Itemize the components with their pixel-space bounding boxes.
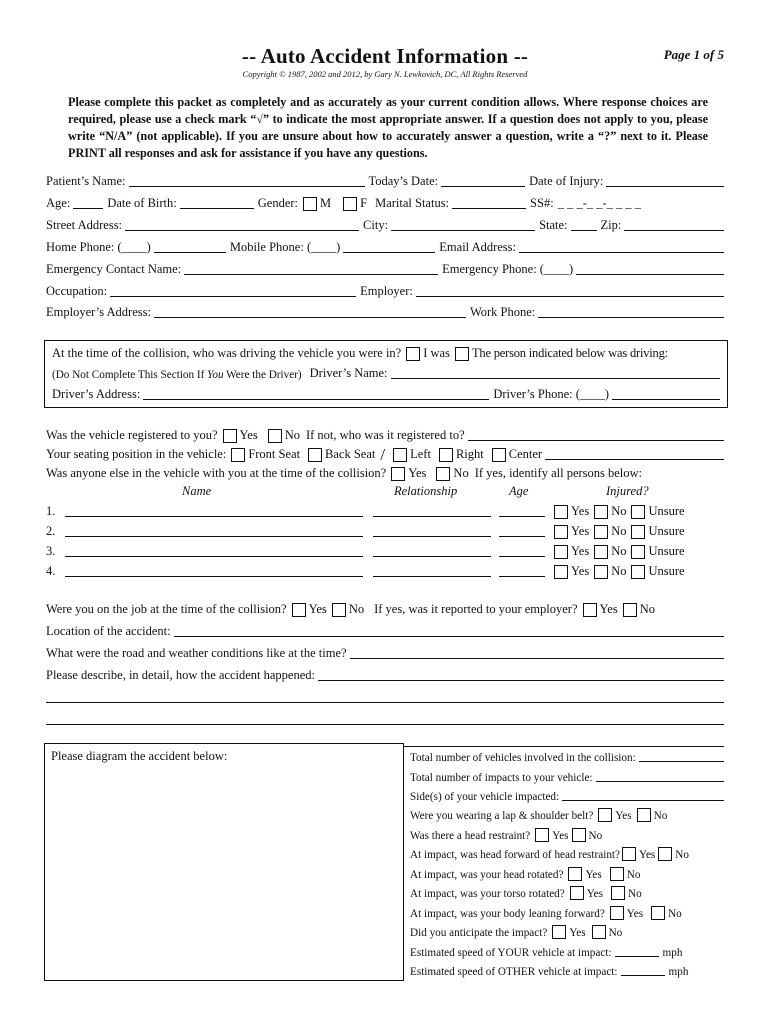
copyright-line: Copyright © 1987, 2002 and 2012, by Gary N. Lewkovich, DC, All Rights Reserved bbox=[242, 69, 528, 79]
row-employer-address bbox=[46, 304, 728, 320]
reported-no-checkbox[interactable] bbox=[623, 603, 637, 617]
gender-label: Gender: bbox=[257, 196, 299, 210]
injured-no-checkbox[interactable] bbox=[594, 505, 608, 519]
row-head-rotated bbox=[410, 865, 728, 881]
person-row-number: 1. bbox=[46, 504, 56, 518]
speed-other-unit: mph bbox=[668, 966, 689, 978]
registered-to-field[interactable] bbox=[468, 428, 724, 441]
person-relationship-field[interactable] bbox=[373, 544, 491, 557]
injured-unsure-checkbox[interactable] bbox=[631, 565, 645, 579]
speed-yours-label: Estimated speed of YOUR vehicle at impact: bbox=[410, 947, 612, 959]
injured-yes-label: Yes bbox=[571, 524, 590, 538]
anyone-no-checkbox[interactable] bbox=[436, 467, 450, 481]
person-row bbox=[46, 543, 728, 559]
injured-unsure-label: Unsure bbox=[648, 504, 685, 518]
head-forward-question: At impact, was head forward of head restraint? bbox=[410, 849, 620, 861]
anyone-yes-label: Yes bbox=[408, 466, 427, 480]
row-anticipate bbox=[410, 923, 728, 939]
back-seat-label: Back Seat bbox=[325, 447, 376, 461]
row-body-leaning bbox=[410, 904, 728, 920]
employer-address-field[interactable] bbox=[154, 305, 466, 318]
gender-m-label: M bbox=[320, 196, 332, 210]
injured-unsure-label: Unsure bbox=[648, 564, 685, 578]
right-checkbox[interactable] bbox=[439, 448, 453, 462]
mobile-phone-label: Mobile Phone: (____) bbox=[229, 240, 341, 254]
instructions: Please complete this packet as completely and as accurately as your current condition allows. Where response choices are required, please use a check mark “√” to indicate the most appropriate answer. If a question does not apply to you, please write “N/A” (not applicable). If you are unsure about how to accurately answer a question, write a “?” next to it. Please PRINT all responses and ask for assistance if you have any questions. bbox=[68, 95, 708, 160]
total-impacts-field[interactable] bbox=[596, 769, 724, 782]
dob-field[interactable] bbox=[180, 196, 254, 209]
injured-no-checkbox[interactable] bbox=[594, 545, 608, 559]
speed-yours-field[interactable] bbox=[615, 944, 659, 957]
i-was-driving-checkbox[interactable] bbox=[406, 347, 420, 361]
lap-belt-no-label: No bbox=[653, 810, 668, 822]
gender-m-checkbox[interactable] bbox=[303, 197, 317, 211]
person-name-field[interactable] bbox=[65, 564, 363, 577]
ssn-field[interactable]: _ _ _-_ _-_ _ _ _ bbox=[557, 196, 642, 210]
injured-unsure-checkbox[interactable] bbox=[631, 525, 645, 539]
conditions-label: What were the road and weather conditions like at the time? bbox=[46, 646, 347, 660]
injured-no-label: No bbox=[611, 564, 627, 578]
identify-persons-label: If yes, identify all persons below: bbox=[474, 466, 643, 480]
zip-label: Zip: bbox=[600, 218, 622, 232]
head-restraint-question: Was there a head restraint? bbox=[410, 830, 531, 842]
occupation-field[interactable] bbox=[110, 284, 356, 297]
describe-field[interactable] bbox=[318, 668, 724, 681]
speed-yours-unit: mph bbox=[662, 947, 683, 959]
seating-line bbox=[545, 447, 724, 460]
person-relationship-field[interactable] bbox=[373, 564, 491, 577]
total-vehicles-field[interactable] bbox=[639, 749, 724, 762]
injured-yes-checkbox[interactable] bbox=[554, 525, 568, 539]
injured-no-checkbox[interactable] bbox=[594, 525, 608, 539]
person-age-field[interactable] bbox=[499, 544, 545, 557]
body-leaning-no-label: No bbox=[668, 908, 682, 920]
location-field[interactable] bbox=[174, 624, 724, 637]
diagram-box[interactable] bbox=[44, 743, 404, 981]
emergency-name-label: Emergency Contact Name: bbox=[46, 262, 182, 276]
head-forward-no-checkbox[interactable] bbox=[658, 847, 672, 861]
form-title: -- Auto Accident Information -- bbox=[241, 44, 529, 68]
other-driving-checkbox[interactable] bbox=[455, 347, 469, 361]
driver-note: (Do Not Complete This Section If You Were the Driver) bbox=[52, 369, 302, 381]
torso-rotated-yes-checkbox[interactable] bbox=[570, 886, 584, 900]
injured-no-label: No bbox=[611, 504, 627, 518]
work-phone-field[interactable] bbox=[538, 305, 724, 318]
drivers-address-label: Driver’s Address: bbox=[52, 387, 141, 401]
head-restraint-no-label: No bbox=[588, 830, 603, 842]
front-seat-label: Front Seat bbox=[248, 447, 301, 461]
home-phone-label: Home Phone: (____) bbox=[46, 240, 151, 254]
left-checkbox[interactable] bbox=[393, 448, 407, 462]
row-address bbox=[46, 217, 728, 233]
speed-other-field[interactable] bbox=[621, 963, 665, 976]
row-seating bbox=[46, 446, 728, 462]
person-row bbox=[46, 503, 728, 519]
body-leaning-no-checkbox[interactable] bbox=[651, 906, 665, 920]
head-forward-no-label: No bbox=[675, 849, 689, 861]
city-field[interactable] bbox=[391, 218, 535, 231]
row-torso-rotated bbox=[410, 884, 728, 900]
patient-name-label: Patient’s Name: bbox=[46, 174, 126, 188]
drivers-name-field[interactable] bbox=[391, 366, 720, 379]
on-job-question: Were you on the job at the time of the collision? bbox=[46, 602, 287, 616]
person-name-field[interactable] bbox=[65, 544, 363, 557]
age-field[interactable] bbox=[73, 196, 103, 209]
injured-yes-checkbox[interactable] bbox=[554, 505, 568, 519]
registered-yes-checkbox[interactable] bbox=[223, 429, 237, 443]
row-total-vehicles bbox=[410, 748, 728, 764]
injured-no-checkbox[interactable] bbox=[594, 565, 608, 579]
head-rotated-no-checkbox[interactable] bbox=[610, 867, 624, 881]
employer-label: Employer: bbox=[360, 284, 413, 298]
injured-no-label: No bbox=[611, 524, 627, 538]
person-row-number: 2. bbox=[46, 524, 56, 538]
torso-rotated-no-label: No bbox=[628, 888, 642, 900]
conditions-field[interactable] bbox=[350, 646, 724, 659]
head-restraint-no-checkbox[interactable] bbox=[572, 828, 586, 842]
sides-label: Side(s) of your vehicle impacted: bbox=[410, 791, 560, 803]
injured-unsure-label: Unsure bbox=[648, 524, 685, 538]
row-emergency bbox=[46, 261, 728, 277]
col-header-injured: Injured? bbox=[606, 484, 649, 498]
todays-date-label: Today’s Date: bbox=[368, 174, 439, 188]
patient-name-field[interactable] bbox=[129, 174, 365, 187]
anticipate-yes-checkbox[interactable] bbox=[552, 925, 566, 939]
state-field[interactable] bbox=[571, 218, 597, 231]
describe-line-2[interactable] bbox=[46, 690, 724, 703]
total-vehicles-label: Total number of vehicles involved in the collision: bbox=[410, 752, 636, 764]
row-location bbox=[46, 623, 728, 639]
injured-no-label: No bbox=[611, 544, 627, 558]
lap-belt-question: Were you wearing a lap & shoulder belt? bbox=[410, 810, 594, 822]
person-age-field[interactable] bbox=[499, 524, 545, 537]
row-head-restraint bbox=[410, 826, 728, 842]
describe-label: Please describe, in detail, how the accident happened: bbox=[46, 668, 315, 682]
anyone-no-label: No bbox=[453, 466, 469, 480]
zip-field[interactable] bbox=[624, 218, 724, 231]
row-patient-name bbox=[46, 173, 728, 189]
drivers-phone-label: Driver’s Phone: (____) bbox=[493, 387, 610, 401]
person-row bbox=[46, 563, 728, 579]
email-label: Email Address: bbox=[439, 240, 517, 254]
email-field[interactable] bbox=[519, 240, 724, 253]
todays-date-field[interactable] bbox=[441, 174, 525, 187]
person-row bbox=[46, 523, 728, 539]
person-age-field[interactable] bbox=[499, 564, 545, 577]
person-name-field[interactable] bbox=[65, 524, 363, 537]
center-label: Center bbox=[508, 447, 543, 461]
head-forward-yes-label: Yes bbox=[639, 849, 656, 861]
marital-status-label: Marital Status: bbox=[375, 196, 450, 210]
gender-f-label: F bbox=[360, 196, 368, 210]
location-label: Location of the accident: bbox=[46, 624, 171, 638]
person-relationship-field[interactable] bbox=[373, 524, 491, 537]
row-driver-address bbox=[52, 386, 724, 402]
registered-no-checkbox[interactable] bbox=[268, 429, 282, 443]
row-head-forward bbox=[410, 845, 728, 861]
anticipate-yes-label: Yes bbox=[569, 927, 586, 939]
seating-slash: / bbox=[380, 445, 386, 464]
dob-label: Date of Birth: bbox=[107, 196, 177, 210]
on-job-no-checkbox[interactable] bbox=[332, 603, 346, 617]
head-rotated-no-label: No bbox=[626, 869, 641, 881]
reported-no-label: No bbox=[639, 602, 655, 616]
row-describe bbox=[46, 667, 728, 683]
person-age-field[interactable] bbox=[499, 504, 545, 517]
date-of-injury-label: Date of Injury: bbox=[529, 174, 604, 188]
registered-to-label: If not, who was it registered to? bbox=[305, 428, 465, 442]
reported-question: If yes, was it reported to your employer? bbox=[374, 602, 578, 616]
row-anyone-else bbox=[46, 465, 728, 481]
drivers-name-label: Driver’s Name: bbox=[309, 366, 388, 380]
head-rotated-question: At impact, was your head rotated? bbox=[410, 869, 564, 881]
injured-unsure-checkbox[interactable] bbox=[631, 545, 645, 559]
describe-line-4[interactable] bbox=[404, 734, 724, 747]
driver-question-label: At the time of the collision, who was driving the vehicle you were in? bbox=[52, 346, 402, 360]
row-speed-other bbox=[410, 962, 728, 978]
drivers-phone-field[interactable] bbox=[612, 387, 720, 400]
home-phone-field[interactable] bbox=[154, 240, 226, 253]
person-row-number: 3. bbox=[46, 544, 56, 558]
seating-question: Your seating position in the vehicle: bbox=[46, 447, 227, 461]
head-restraint-yes-checkbox[interactable] bbox=[535, 828, 549, 842]
emergency-phone-field[interactable] bbox=[576, 262, 724, 275]
lap-belt-yes-label: Yes bbox=[615, 810, 632, 822]
row-describe-line bbox=[404, 733, 728, 749]
row-driver-question bbox=[52, 345, 724, 361]
head-rotated-yes-checkbox[interactable] bbox=[568, 867, 582, 881]
head-rotated-yes-label: Yes bbox=[585, 869, 602, 881]
row-describe-line bbox=[46, 689, 728, 705]
registered-question: Was the vehicle registered to you? bbox=[46, 428, 218, 442]
employer-field[interactable] bbox=[416, 284, 724, 297]
person-relationship-field[interactable] bbox=[373, 504, 491, 517]
describe-line-3[interactable] bbox=[46, 712, 724, 725]
anticipate-no-checkbox[interactable] bbox=[592, 925, 606, 939]
total-impacts-label: Total number of impacts to your vehicle: bbox=[410, 772, 593, 784]
body-leaning-yes-label: Yes bbox=[626, 908, 644, 920]
body-leaning-question: At impact, was your body leaning forward? bbox=[410, 908, 605, 920]
row-describe-line bbox=[46, 711, 728, 727]
row-phones bbox=[46, 239, 728, 255]
i-was-label: I was bbox=[423, 346, 450, 360]
injured-yes-checkbox[interactable] bbox=[554, 545, 568, 559]
diagram-label: Please diagram the accident below: bbox=[51, 749, 228, 763]
col-header-relationship: Relationship bbox=[394, 484, 458, 498]
work-phone-label: Work Phone: bbox=[469, 305, 536, 319]
gender-f-checkbox[interactable] bbox=[343, 197, 357, 211]
row-registered bbox=[46, 427, 728, 443]
injured-unsure-checkbox[interactable] bbox=[631, 505, 645, 519]
col-header-age: Age bbox=[509, 484, 529, 498]
anyone-else-question: Was anyone else in the vehicle with you at the time of the collision? bbox=[46, 466, 387, 480]
torso-rotated-yes-label: Yes bbox=[586, 888, 603, 900]
emergency-name-field[interactable] bbox=[184, 262, 438, 275]
body-leaning-yes-checkbox[interactable] bbox=[610, 906, 624, 920]
center-checkbox[interactable] bbox=[492, 448, 506, 462]
injured-unsure-label: Unsure bbox=[648, 544, 685, 558]
marital-status-field[interactable] bbox=[452, 196, 526, 209]
left-label: Left bbox=[410, 447, 431, 461]
age-label: Age: bbox=[46, 196, 71, 210]
head-restraint-yes-label: Yes bbox=[552, 830, 569, 842]
person-row-number: 4. bbox=[46, 564, 56, 578]
date-of-injury-field[interactable] bbox=[606, 174, 724, 187]
anticipate-no-label: No bbox=[608, 927, 623, 939]
anyone-yes-checkbox[interactable] bbox=[391, 467, 405, 481]
injured-yes-label: Yes bbox=[571, 544, 590, 558]
registered-yes-label: Yes bbox=[239, 428, 258, 442]
row-on-job bbox=[46, 601, 728, 617]
torso-rotated-no-checkbox[interactable] bbox=[611, 886, 625, 900]
row-occupation bbox=[46, 283, 728, 299]
front-seat-checkbox[interactable] bbox=[231, 448, 245, 462]
right-label: Right bbox=[455, 447, 484, 461]
city-label: City: bbox=[363, 218, 389, 232]
lap-belt-yes-checkbox[interactable] bbox=[598, 808, 612, 822]
registered-no-label: No bbox=[284, 428, 300, 442]
lap-belt-no-checkbox[interactable] bbox=[637, 808, 651, 822]
row-conditions bbox=[46, 645, 728, 661]
reported-yes-checkbox[interactable] bbox=[583, 603, 597, 617]
row-total-impacts bbox=[410, 768, 728, 784]
person-name-field[interactable] bbox=[65, 504, 363, 517]
ssn-label: SS#: bbox=[530, 196, 554, 210]
mobile-phone-field[interactable] bbox=[343, 240, 435, 253]
row-sides bbox=[410, 787, 728, 803]
row-driver-name bbox=[52, 365, 724, 381]
back-seat-checkbox[interactable] bbox=[308, 448, 322, 462]
on-job-no-label: No bbox=[348, 602, 365, 616]
street-address-field[interactable] bbox=[125, 218, 359, 231]
reported-yes-label: Yes bbox=[599, 602, 618, 616]
emergency-phone-label: Emergency Phone: (____) bbox=[442, 262, 574, 276]
torso-rotated-question: At impact, was your torso rotated? bbox=[410, 888, 565, 900]
anticipate-question: Did you anticipate the impact? bbox=[410, 927, 548, 939]
row-age-dob bbox=[46, 195, 728, 211]
injured-yes-label: Yes bbox=[571, 564, 590, 578]
drivers-address-field[interactable] bbox=[143, 387, 489, 400]
on-job-yes-label: Yes bbox=[308, 602, 327, 616]
sides-field[interactable] bbox=[562, 788, 724, 801]
employer-address-label: Employer’s Address: bbox=[46, 305, 151, 319]
page-number: Page 1 of 5 bbox=[663, 47, 724, 62]
row-speed-yours bbox=[410, 943, 728, 959]
injured-yes-checkbox[interactable] bbox=[554, 565, 568, 579]
row-lap-belt bbox=[410, 806, 728, 822]
occupation-label: Occupation: bbox=[46, 284, 108, 298]
other-driving-label: The person indicated below was driving: bbox=[471, 346, 668, 360]
speed-other-label: Estimated speed of OTHER vehicle at impact: bbox=[410, 966, 618, 978]
street-address-label: Street Address: bbox=[46, 218, 123, 232]
injured-yes-label: Yes bbox=[571, 504, 590, 518]
head-forward-yes-checkbox[interactable] bbox=[622, 847, 636, 861]
on-job-yes-checkbox[interactable] bbox=[292, 603, 306, 617]
col-header-name: Name bbox=[182, 484, 212, 498]
state-label: State: bbox=[539, 218, 568, 232]
